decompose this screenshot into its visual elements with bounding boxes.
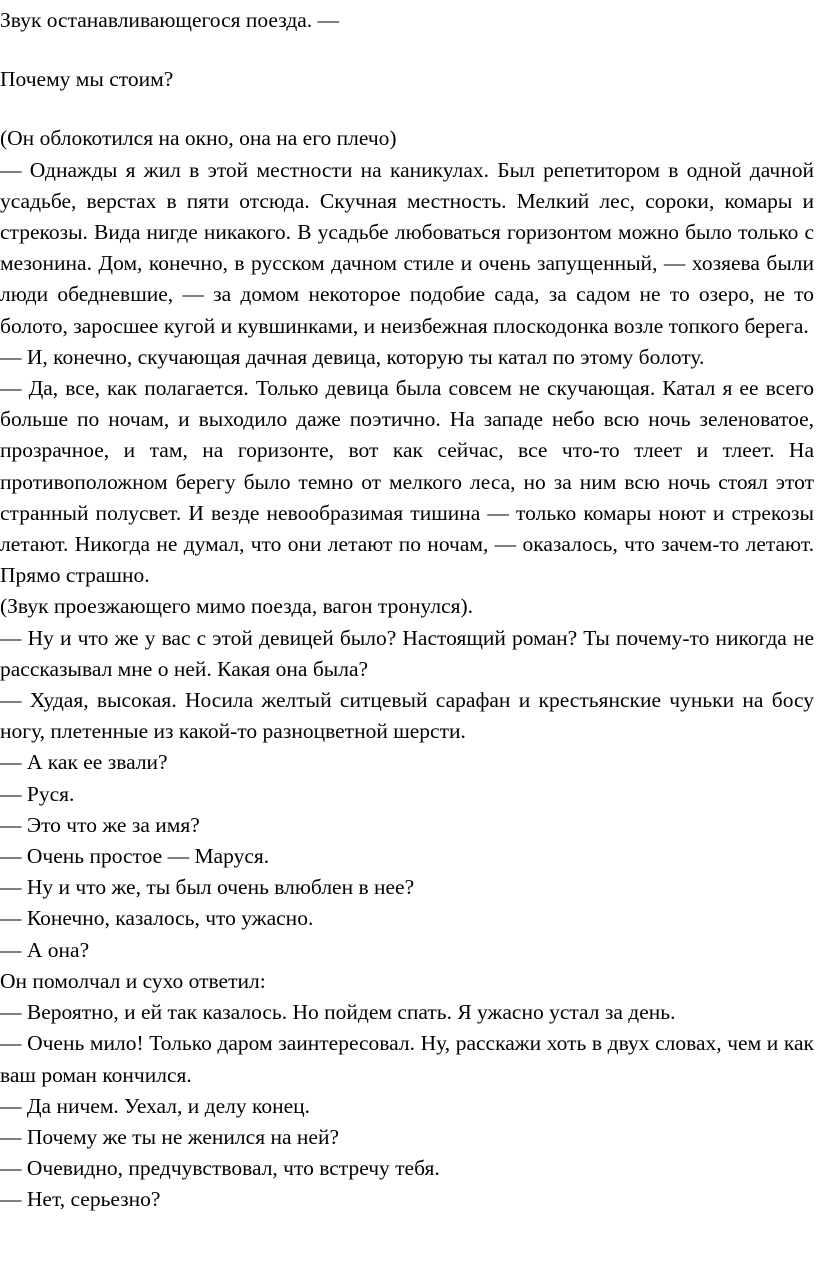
- paragraph-15: — Вероятно, и ей так казалось. Но пойдем спать. Я ужасно устал за день.: [0, 1000, 676, 1025]
- paragraph-2: — И, конечно, скучающая дачная девица, которую ты катал по этому болоту.: [0, 344, 705, 369]
- paragraph-10: — Очень простое — Маруся.: [0, 844, 270, 869]
- paragraph-9: — Это что же за имя?: [0, 812, 200, 837]
- paragraph-8: — Руся.: [0, 781, 75, 806]
- paragraph-5: — Ну и что же у вас с этой девицей было? Настоящий роман? Ты почему-то никогда не рассказывал мне о ней. Какая она была?: [0, 625, 814, 681]
- paragraph-12: — Конечно, казалось, что ужасно.: [0, 906, 314, 931]
- paragraph-18: — Почему же ты не женился на ней?: [0, 1124, 339, 1149]
- paragraph-20: — Нет, серьезно?: [0, 1187, 161, 1212]
- intro-sound-stop: Звук останавливающегося поезда. —: [0, 8, 340, 32]
- paragraph-19: — Очевидно, предчувствовал, что встречу тебя.: [0, 1156, 440, 1181]
- paragraph-14: Он помолчал и сухо ответил:: [0, 968, 266, 993]
- stage-direction: (Он облокотился на окно, она на его плечо): [0, 126, 397, 151]
- paragraph-11: — Ну и что же, ты был очень влюблен в нее?: [0, 875, 415, 900]
- paragraph-1: — Однажды я жил в этой местности на каникулах. Был репетитором в одной дачной усадьбе, верстах в пяти отсюда. Скучная местность. Мелкий лес, сороки, комары и стрекозы. Вида нигде никакого. В усадьбе любоваться горизонтом можно было только с мезонина. Дом, конечно, в русском дачном стиле и очень запущенный, — хозяева были люди обедневшие, — за домом некоторое подобие сада, за садом не то озеро, не то болото, заросшее кугой и кувшинками, и неизбежная плоскодонка возле топкого берега.: [0, 157, 814, 338]
- paragraph-16: — Очень мило! Только даром заинтересовал. Ну, расскажи хоть в двух словах, чем и как ваш роман кончился.: [0, 1031, 814, 1087]
- paragraph-6: — Худая, высокая. Носила желтый ситцевый сарафан и крестьянские чуньки на босу ногу, плетенные из какой-то разноцветной шерсти.: [0, 688, 814, 744]
- paragraph-17: — Да ничем. Уехал, и делу конец.: [0, 1093, 311, 1118]
- intro-why-stop: Почему мы стоим?: [0, 67, 174, 92]
- paragraph-3: — Да, все, как полагается. Только девица была совсем не скучающая. Катал я ее всего больше по ночам, и выходило даже поэтично. На западе небо всю ночь зеленоватое, прозрачное, и там, на горизонте, вот как сейчас, все что-то тлеет и тлеет. На противоположном берегу было темно от мелкого леса, но за ним всю ночь стоял этот странный полусвет. И везде невообразимая тишина — только комары ноют и стрекозы летают. Никогда не думал, что они летают по ночам, — оказалось, что зачем-то летают. Прямо страшно.: [0, 376, 814, 588]
- paragraph-7: — А как ее звали?: [0, 750, 168, 775]
- paragraph-13: — А она?: [0, 937, 90, 962]
- paragraph-4: (Звук проезжающего мимо поезда, вагон тронулся).: [0, 594, 474, 619]
